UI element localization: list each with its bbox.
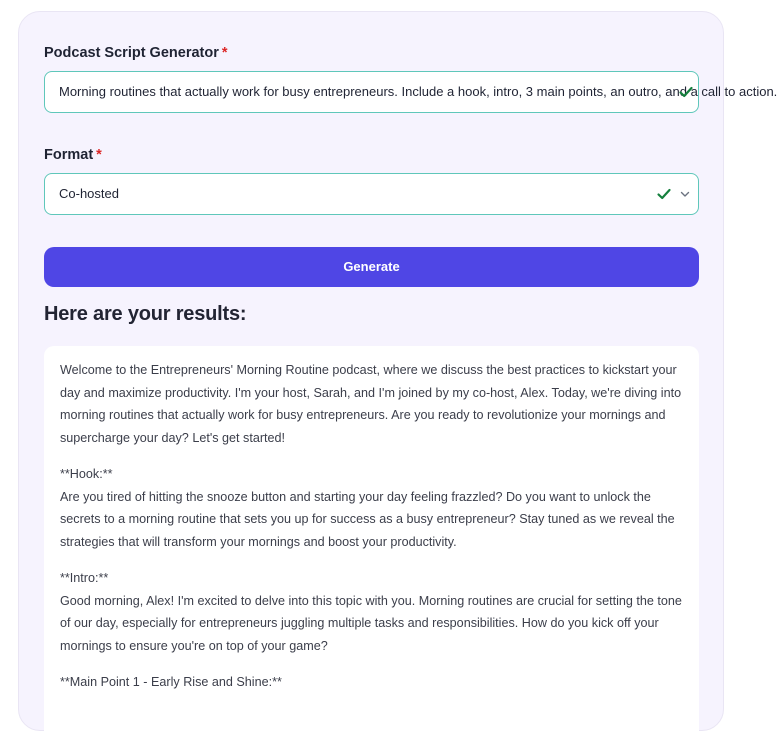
generate-button[interactable]: Generate — [44, 247, 699, 287]
results-paragraph — [60, 567, 683, 657]
topic-input[interactable] — [44, 71, 777, 113]
paragraph-text: Are you tired of hitting the snooze button and starting your day feeling frazzled? Do you want to unlock the secrets to a morning routine that sets you up for success as a busy entrepreneur? Stay tuned as we reveal the strategies that will transform your mornings and boost your productivity. — [60, 489, 675, 549]
paragraph-heading: **Intro:** — [60, 571, 109, 585]
check-icon — [678, 84, 694, 100]
required-marker: * — [221, 45, 228, 61]
results-output — [44, 346, 699, 746]
topic-label: Podcast Script Generator * — [44, 45, 228, 61]
paragraph-text: Good morning, Alex! I'm excited to delve into this topic with you. Morning routines are crucial for setting the tone of our day, especially for entrepreneurs juggling multiple tasks and responsibilities. How do you kick off your mornings to ensure you're on top of your game? — [60, 593, 682, 653]
paragraph-text: Welcome to the Entrepreneurs' Morning Routine podcast, where we discuss the best practices to kickstart your day and maximize productivity. I'm your host, Sarah, and I'm joined by my co-host, Alex. Today, we're diving into morning routines that actually work for busy entrepreneurs. Are you ready to revolutionize your mornings and supercharge your day? Let's get started! — [60, 363, 682, 445]
results-paragraph — [60, 463, 683, 553]
paragraph-heading: **Hook:** — [60, 467, 113, 481]
results-heading: Here are your results: — [44, 303, 247, 325]
format-select[interactable] — [44, 173, 699, 215]
format-label: Format * — [44, 147, 102, 163]
generator-card — [18, 11, 777, 731]
check-icon — [656, 186, 672, 202]
results-paragraph — [60, 671, 683, 694]
format-select-value[interactable]: Co-hosted — [59, 186, 119, 201]
topic-input-value[interactable]: Morning routines that actually work for busy entrepreneurs. Include a hook, intro, 3 main points, an outro, and a call to action. — [59, 84, 777, 99]
chevron-down-icon[interactable] — [679, 188, 691, 200]
required-marker: * — [96, 147, 102, 163]
paragraph-heading: **Main Point 1 - Early Rise and Shine:** — [60, 675, 282, 689]
results-paragraph — [60, 359, 683, 449]
